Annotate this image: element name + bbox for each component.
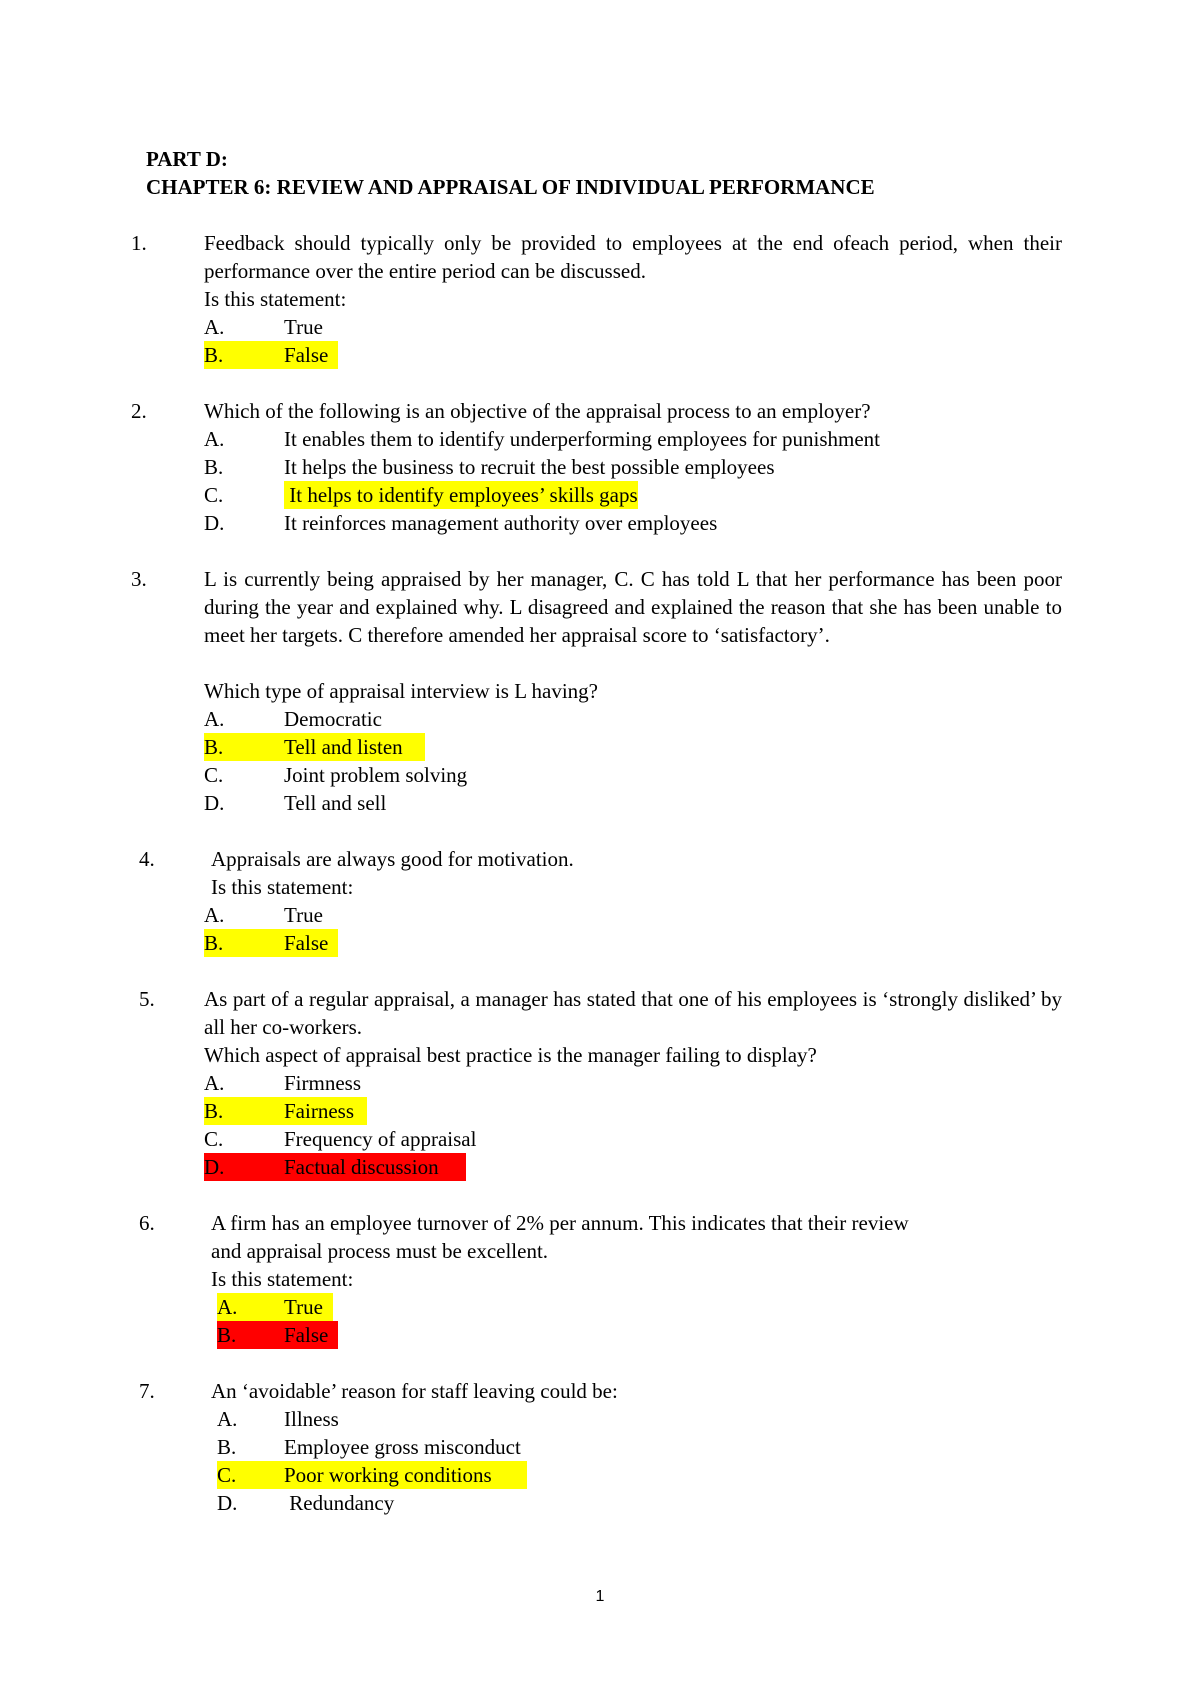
option-letter: A. — [217, 1295, 238, 1319]
option-c[interactable] — [204, 481, 1004, 509]
question-prompt: Which type of appraisal interview is L having? — [204, 679, 599, 703]
question-text: Appraisals are always good for motivation. — [211, 847, 574, 871]
option-text: Frequency of appraisal — [284, 1127, 477, 1151]
chapter-heading: CHAPTER 6: REVIEW AND APPRAISAL OF INDIVIDUAL PERFORMANCE — [146, 175, 875, 199]
question-prompt: Is this statement: — [204, 287, 347, 311]
option-a[interactable] — [204, 705, 424, 733]
option-text: Employee gross misconduct — [284, 1435, 521, 1459]
option-text: Tell and listen — [284, 735, 403, 759]
option-a[interactable] — [204, 313, 344, 341]
page-number: 1 — [595, 1588, 605, 1605]
question-number: 3. — [131, 567, 147, 591]
option-c[interactable] — [204, 761, 524, 789]
question-number: 2. — [131, 399, 147, 423]
option-text: Fairness — [284, 1099, 354, 1123]
question-text — [204, 397, 1062, 425]
option-text: Firmness — [284, 1071, 362, 1095]
option-text: True — [284, 1295, 323, 1319]
option-letter: A. — [204, 315, 225, 339]
option-text: It helps the business to recruit the best possible employees — [284, 455, 775, 479]
option-d[interactable] — [204, 789, 424, 817]
question-text — [204, 565, 1062, 649]
option-a[interactable] — [204, 425, 1004, 453]
question-text: An ‘avoidable’ reason for staff leaving could be: — [211, 1379, 618, 1403]
question-number: 4. — [139, 847, 155, 871]
option-b[interactable] — [204, 1097, 367, 1125]
question-number: 1. — [131, 231, 147, 255]
option-text: Poor working conditions — [284, 1463, 492, 1487]
option-c[interactable] — [217, 1461, 527, 1489]
option-text: Tell and sell — [284, 791, 387, 815]
option-text: Redundancy — [284, 1491, 395, 1515]
option-text: False — [284, 1323, 329, 1347]
option-letter: C. — [204, 1127, 224, 1151]
option-letter: D. — [204, 1155, 225, 1179]
option-text: True — [284, 903, 323, 927]
option-letter: B. — [204, 1099, 224, 1123]
option-letter: B. — [217, 1435, 237, 1459]
option-letter: C. — [204, 763, 224, 787]
option-letter: A. — [204, 707, 225, 731]
option-d[interactable] — [204, 509, 1004, 537]
option-text: Illness — [284, 1407, 339, 1431]
option-letter: D. — [217, 1491, 238, 1515]
question-number: 6. — [139, 1211, 155, 1235]
option-d[interactable] — [204, 1153, 466, 1181]
option-text: Joint problem solving — [284, 763, 468, 787]
question-number: 7. — [139, 1379, 155, 1403]
option-text: True — [284, 315, 323, 339]
option-letter: B. — [204, 735, 224, 759]
option-b[interactable] — [204, 341, 338, 369]
option-b[interactable] — [217, 1321, 338, 1349]
question-line: L is currently being appraised by her manager, C. C has told L that her performance has been poor during the year and explained why. L disagreed and explained the reason that she has been unable to meet her targets. C therefore amended her appraisal score to ‘satisfactory’. — [204, 567, 1062, 647]
question-text — [204, 229, 1062, 285]
question-line: and appraisal process must be excellent. — [211, 1239, 549, 1263]
option-c[interactable] — [204, 1125, 524, 1153]
option-b[interactable] — [204, 733, 425, 761]
option-d[interactable] — [217, 1489, 437, 1517]
option-letter: C. — [204, 483, 224, 507]
option-text: It enables them to identify underperforming employees for punishment — [284, 427, 881, 451]
option-a[interactable] — [217, 1405, 417, 1433]
question-text — [204, 985, 1062, 1041]
option-letter: B. — [217, 1323, 237, 1347]
option-text: Democratic — [284, 707, 382, 731]
option-letter: D. — [204, 511, 225, 535]
question-prompt: Is this statement: — [211, 875, 354, 899]
question-line: Which of the following is an objective of the appraisal process to an employer? — [204, 399, 871, 423]
option-letter: A. — [204, 427, 225, 451]
option-text: False — [284, 931, 329, 955]
option-letter: D. — [204, 791, 225, 815]
option-letter: A. — [204, 903, 225, 927]
option-letter: B. — [204, 455, 224, 479]
option-b[interactable] — [204, 929, 338, 957]
option-a[interactable] — [204, 901, 344, 929]
question-line: A firm has an employee turnover of 2% per annum. This indicates that their review — [211, 1211, 909, 1235]
option-a[interactable] — [217, 1293, 333, 1321]
option-text: It helps to identify employees’ skills gaps — [284, 483, 638, 507]
part-heading: PART D: — [146, 147, 228, 171]
question-prompt: Which aspect of appraisal best practice is the manager failing to display? — [204, 1043, 817, 1067]
option-letter: B. — [204, 931, 224, 955]
option-letter: A. — [204, 1071, 225, 1095]
option-letter: B. — [204, 343, 224, 367]
option-letter: C. — [217, 1463, 237, 1487]
option-text: Factual discussion — [284, 1155, 439, 1179]
option-text: False — [284, 343, 329, 367]
question-line: As part of a regular appraisal, a manager has stated that one of his employees is ‘strongly disliked’ by all her co-workers. — [204, 987, 1062, 1039]
option-a[interactable] — [204, 1069, 404, 1097]
option-letter: A. — [217, 1407, 238, 1431]
question-prompt: Is this statement: — [211, 1267, 354, 1291]
question-number: 5. — [139, 987, 155, 1011]
option-b[interactable] — [217, 1433, 597, 1461]
option-text: It reinforces management authority over employees — [284, 511, 718, 535]
question-line: Feedback should typically only be provided to employees at the end ofeach period, when their performance over the entire period can be discussed. — [204, 231, 1062, 283]
option-b[interactable] — [204, 453, 1004, 481]
